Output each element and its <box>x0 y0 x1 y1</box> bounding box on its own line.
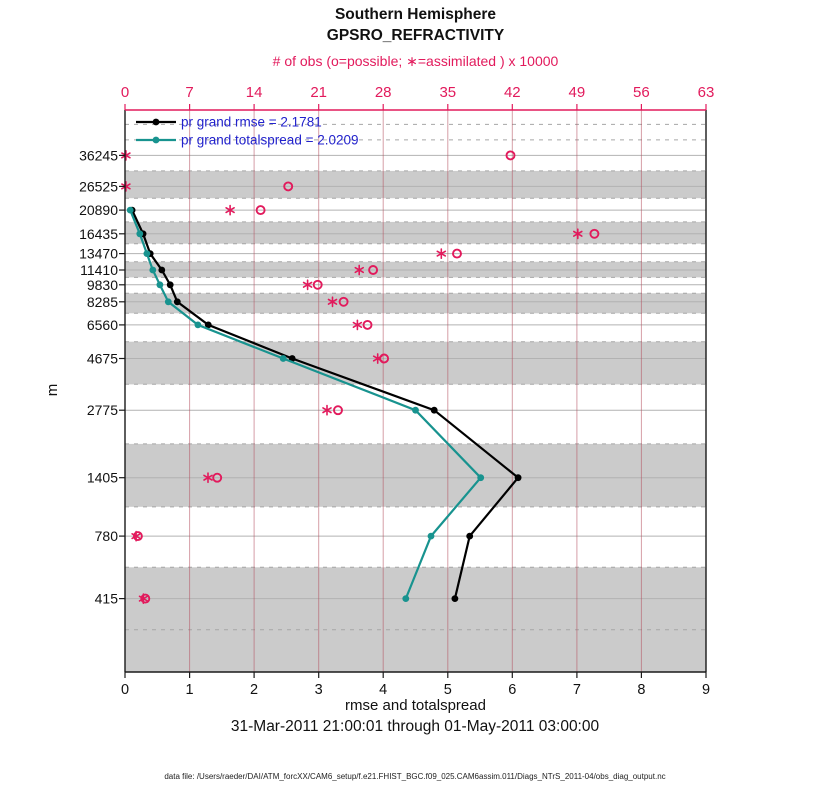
bottom-tick-label: 9 <box>701 682 711 698</box>
rmse-point <box>174 298 181 305</box>
shaded-band <box>125 342 706 385</box>
legend-marker-sample <box>153 137 160 144</box>
totalspread-point <box>149 267 156 274</box>
rmse-point <box>452 595 459 602</box>
top-tick-label: 14 <box>245 84 263 101</box>
y-tick-label: 9830 <box>86 276 118 293</box>
totalspread-point <box>144 250 151 257</box>
top-tick-label: 7 <box>185 84 194 101</box>
bottom-tick-label: 2 <box>250 682 259 698</box>
y-tick-label: 415 <box>94 590 118 607</box>
totalspread-point <box>136 230 143 237</box>
bottom-tick-label: 8 <box>637 682 646 698</box>
rmse-point <box>158 267 165 274</box>
rmse-point <box>466 533 473 540</box>
shaded-bands <box>125 171 706 672</box>
y-tick-label: 16435 <box>79 225 118 242</box>
data-file-path: data file: /Users/raeder/DAI/ATM_forcXX/CAM6_setup/f.e21.FHIST_BGC.f09_025.CAM6assim.011/Diags_NTrS_2011-04/obs_diag_output.nc <box>164 772 666 781</box>
top-axis-label: # of obs (o=possible; ∗=assimilated ) x 10000 <box>272 53 559 69</box>
top-tick-label: 63 <box>697 84 715 101</box>
y-tick-label: 26525 <box>79 178 118 195</box>
totalspread-point <box>127 207 134 214</box>
rmse-point <box>167 281 174 288</box>
totalspread-point <box>402 595 409 602</box>
legend-marker-sample <box>153 119 160 126</box>
top-tick-label: 42 <box>503 84 521 101</box>
y-tick-label: 2775 <box>86 402 118 419</box>
top-tick-label: 28 <box>374 84 392 101</box>
shaded-band <box>125 293 706 313</box>
y-tick-label: 8285 <box>86 293 118 310</box>
top-tick-label: 56 <box>633 84 650 101</box>
y-tick-label: 11410 <box>80 262 118 278</box>
shaded-band <box>125 171 706 198</box>
totalspread-point <box>195 322 202 329</box>
rmse-point <box>515 474 522 481</box>
y-tick-label: 6560 <box>86 316 118 333</box>
bottom-tick-label: 7 <box>572 682 581 698</box>
bottom-tick-label: 0 <box>120 682 130 698</box>
legend-label-rmse: pr grand rmse = 2.1781 <box>181 114 322 130</box>
y-tick-label: 4675 <box>86 350 118 367</box>
legend-label-totalspread: pr grand totalspread = 2.0209 <box>181 132 359 148</box>
top-tick-label: 35 <box>439 84 457 101</box>
top-tick-label: 49 <box>568 84 586 101</box>
y-axis-label: m <box>44 383 61 397</box>
totalspread-point <box>280 355 287 362</box>
shaded-band <box>125 567 706 672</box>
chart-title: Southern Hemisphere <box>334 6 497 23</box>
legend <box>136 115 359 148</box>
shaded-band <box>125 222 706 244</box>
rmse-point <box>431 407 438 414</box>
x-axis-label: rmse and totalspread <box>345 697 486 714</box>
bottom-tick-label: 6 <box>508 682 517 698</box>
top-tick-label: 0 <box>120 84 130 101</box>
top-tick-label: 21 <box>310 84 328 101</box>
totalspread-point <box>412 407 419 414</box>
y-tick-label: 1405 <box>86 469 118 486</box>
y-tick-label: 13470 <box>79 245 118 262</box>
totalspread-point <box>428 533 435 540</box>
chart-title-variable: GPSRO_REFRACTIVITY <box>326 27 505 44</box>
totalspread-point <box>477 474 484 481</box>
y-tick-label: 20890 <box>79 202 118 219</box>
date-range: 31-Mar-2011 21:00:01 through 01-May-2011 03:00:00 <box>230 718 600 735</box>
bottom-tick-label: 5 <box>443 682 452 698</box>
totalspread-point <box>157 281 164 288</box>
bottom-tick-label: 4 <box>379 682 388 698</box>
bottom-tick-label: 3 <box>314 682 323 698</box>
y-tick-label: 780 <box>94 528 118 545</box>
totalspread-point <box>165 298 172 305</box>
y-tick-label: 36245 <box>79 147 118 164</box>
bottom-tick-label: 1 <box>185 682 194 698</box>
